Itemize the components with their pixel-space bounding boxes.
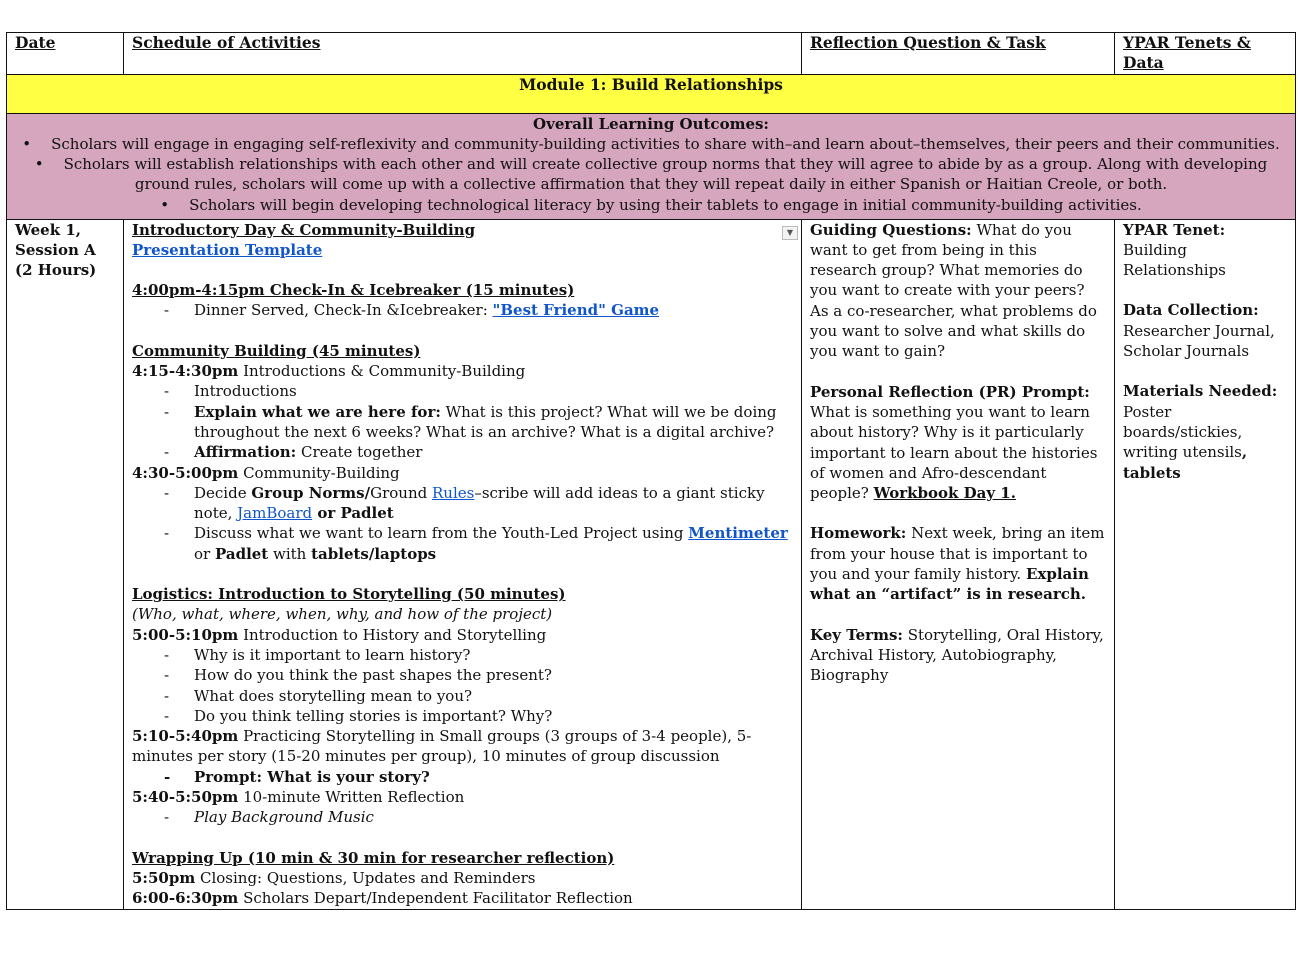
checkin-item: - Dinner Served, Check-In &Icebreaker: "Best Friend" Game: [132, 300, 793, 320]
community-sub-item: - Introductions: [132, 381, 793, 401]
logistics-time-3: 5:40-5:50pm 10-minute Written Reflection: [132, 788, 465, 807]
key-terms: Key Terms: Storytelling, Oral History, Archival History, Autobiography, Biography: [810, 625, 1104, 685]
outcome-item: • Scholars will establish relationships with each other and will create collective group norms that they will agree to abide by as a group. Along with developing ground rules, scholars will come up with a collective affirmation that they will repeat daily in either Spanish or Haitian Creole, or both.: [15, 154, 1287, 195]
community-heading: Community Building (45 minutes): [132, 341, 421, 360]
outcome-item: • Scholars will begin developing technological literacy by using their tablets to engage in initial community-building activities.: [15, 195, 1287, 215]
wrap-heading: Wrapping Up (10 min & 30 min for researcher reflection): [132, 848, 615, 867]
outcomes-title: Overall Learning Outcomes:: [533, 114, 769, 133]
community-time-2: 4:30-5:00pm Community-Building: [132, 463, 400, 482]
outcomes-cell: [7, 113, 1296, 219]
logistics-question: - How do you think the past shapes the present?: [132, 665, 793, 685]
ypar-cell: [1115, 219, 1296, 909]
header-ypar: YPAR Tenets & Data: [1115, 33, 1296, 75]
personal-reflection: Personal Reflection (PR) Prompt: What is something you want to learn about history? Why is it particularly important to learn about the histories of women and Afro-descendant people? Workbook Day 1.: [810, 382, 1098, 503]
module-row: [7, 74, 1296, 113]
wrap-time-2: 6:00-6:30pm Scholars Depart/Independent Facilitator Reflection: [132, 889, 633, 908]
community-sub-item: - Decide Group Norms/Ground Rules–scribe will add ideas to a giant sticky note, JamBoard or Padlet: [132, 483, 793, 524]
ypar-tenet-value: Building Relationships: [1123, 240, 1226, 280]
outcome-item: • Scholars will engage in engaging self-reflexivity and community-building activities to share with–and learn about–themselves, their peers and their communities.: [15, 134, 1287, 154]
logistics-subtitle: (Who, what, where, when, why, and how of the project): [132, 605, 553, 624]
logistics-time-2: 5:10-5:40pm Practicing Storytelling in Small groups (3 groups of 3-4 people), 5-minutes per story (15-20 minutes per group), 10 minutes of group discussion: [132, 727, 752, 766]
homework: Homework: Next week, bring an item from your house that is important to you and your family history. Explain what an “artifact” is in research.: [810, 524, 1105, 604]
logistics-prompt: - Prompt: What is your story?: [132, 767, 793, 787]
community-sub-item: - Explain what we are here for: What is this project? What will we be doing throughout the next 6 weeks? What is an archive? What is a digital archive?: [132, 402, 793, 443]
header-row: [7, 33, 1296, 75]
reflection-cell: [802, 219, 1115, 909]
mentimeter-link[interactable]: Mentimeter: [688, 524, 788, 543]
wrap-time-1: 5:50pm Closing: Questions, Updates and Reminders: [132, 868, 536, 887]
header-date: Date: [7, 33, 124, 75]
jamboard-link[interactable]: JamBoard: [237, 504, 313, 523]
logistics-heading: Logistics: Introduction to Storytelling (50 minutes): [132, 585, 566, 604]
workbook-day-link[interactable]: Workbook Day 1.: [873, 484, 1016, 503]
data-collection-value: Researcher Journal, Scholar Journals: [1123, 321, 1275, 361]
session-date: Week 1, Session A (2 Hours): [7, 219, 124, 909]
data-collection-label: Data Collection:: [1123, 301, 1259, 320]
module-title: Module 1: Build Relationships: [7, 74, 1296, 113]
guiding-questions: Guiding Questions: What do you want to get from being in this research group? What memories do you want to create with your peers? As a co-researcher, what problems do you want to solve and what skills do you want to gain?: [810, 220, 1097, 361]
outcomes-list: [15, 134, 1287, 215]
community-sub-item: - Discuss what we want to learn from the Youth-Led Project using Mentimeter or Padlet with tablets/laptops: [132, 523, 793, 564]
rules-link[interactable]: Rules: [431, 483, 475, 502]
materials-value: Poster boards/stickies, writing utensils, tablets: [1123, 402, 1248, 482]
header-reflection: Reflection Question & Task: [802, 33, 1115, 75]
logistics-question: - Do you think telling stories is important? Why?: [132, 706, 793, 726]
ypar-tenet-label: YPAR Tenet:: [1123, 220, 1226, 239]
logistics-question: - What does storytelling mean to you?: [132, 686, 793, 706]
session-row: [7, 219, 1296, 909]
schedule-title: Introductory Day & Community-Building: [132, 220, 476, 239]
checkin-heading: 4:00pm-4:15pm Check-In & Icebreaker (15 minutes): [132, 281, 575, 300]
header-schedule: Schedule of Activities: [124, 33, 802, 75]
schedule-cell[interactable]: [124, 219, 802, 909]
best-friend-game-link[interactable]: "Best Friend" Game: [492, 301, 660, 320]
logistics-music: - Play Background Music: [132, 807, 793, 827]
materials-label: Materials Needed:: [1123, 382, 1278, 401]
outcomes-row: [7, 113, 1296, 219]
activity-schedule-table: [6, 32, 1296, 910]
community-sub-item: - Affirmation: Create together: [132, 442, 793, 462]
community-time-1: 4:15-4:30pm Introductions & Community-Building: [132, 362, 526, 381]
logistics-question: - Why is it important to learn history?: [132, 645, 793, 665]
dropdown-arrow-icon[interactable]: ▼: [782, 226, 798, 240]
presentation-template-link[interactable]: Presentation Template: [132, 240, 323, 259]
logistics-time-1: 5:00-5:10pm Introduction to History and Storytelling: [132, 625, 547, 644]
